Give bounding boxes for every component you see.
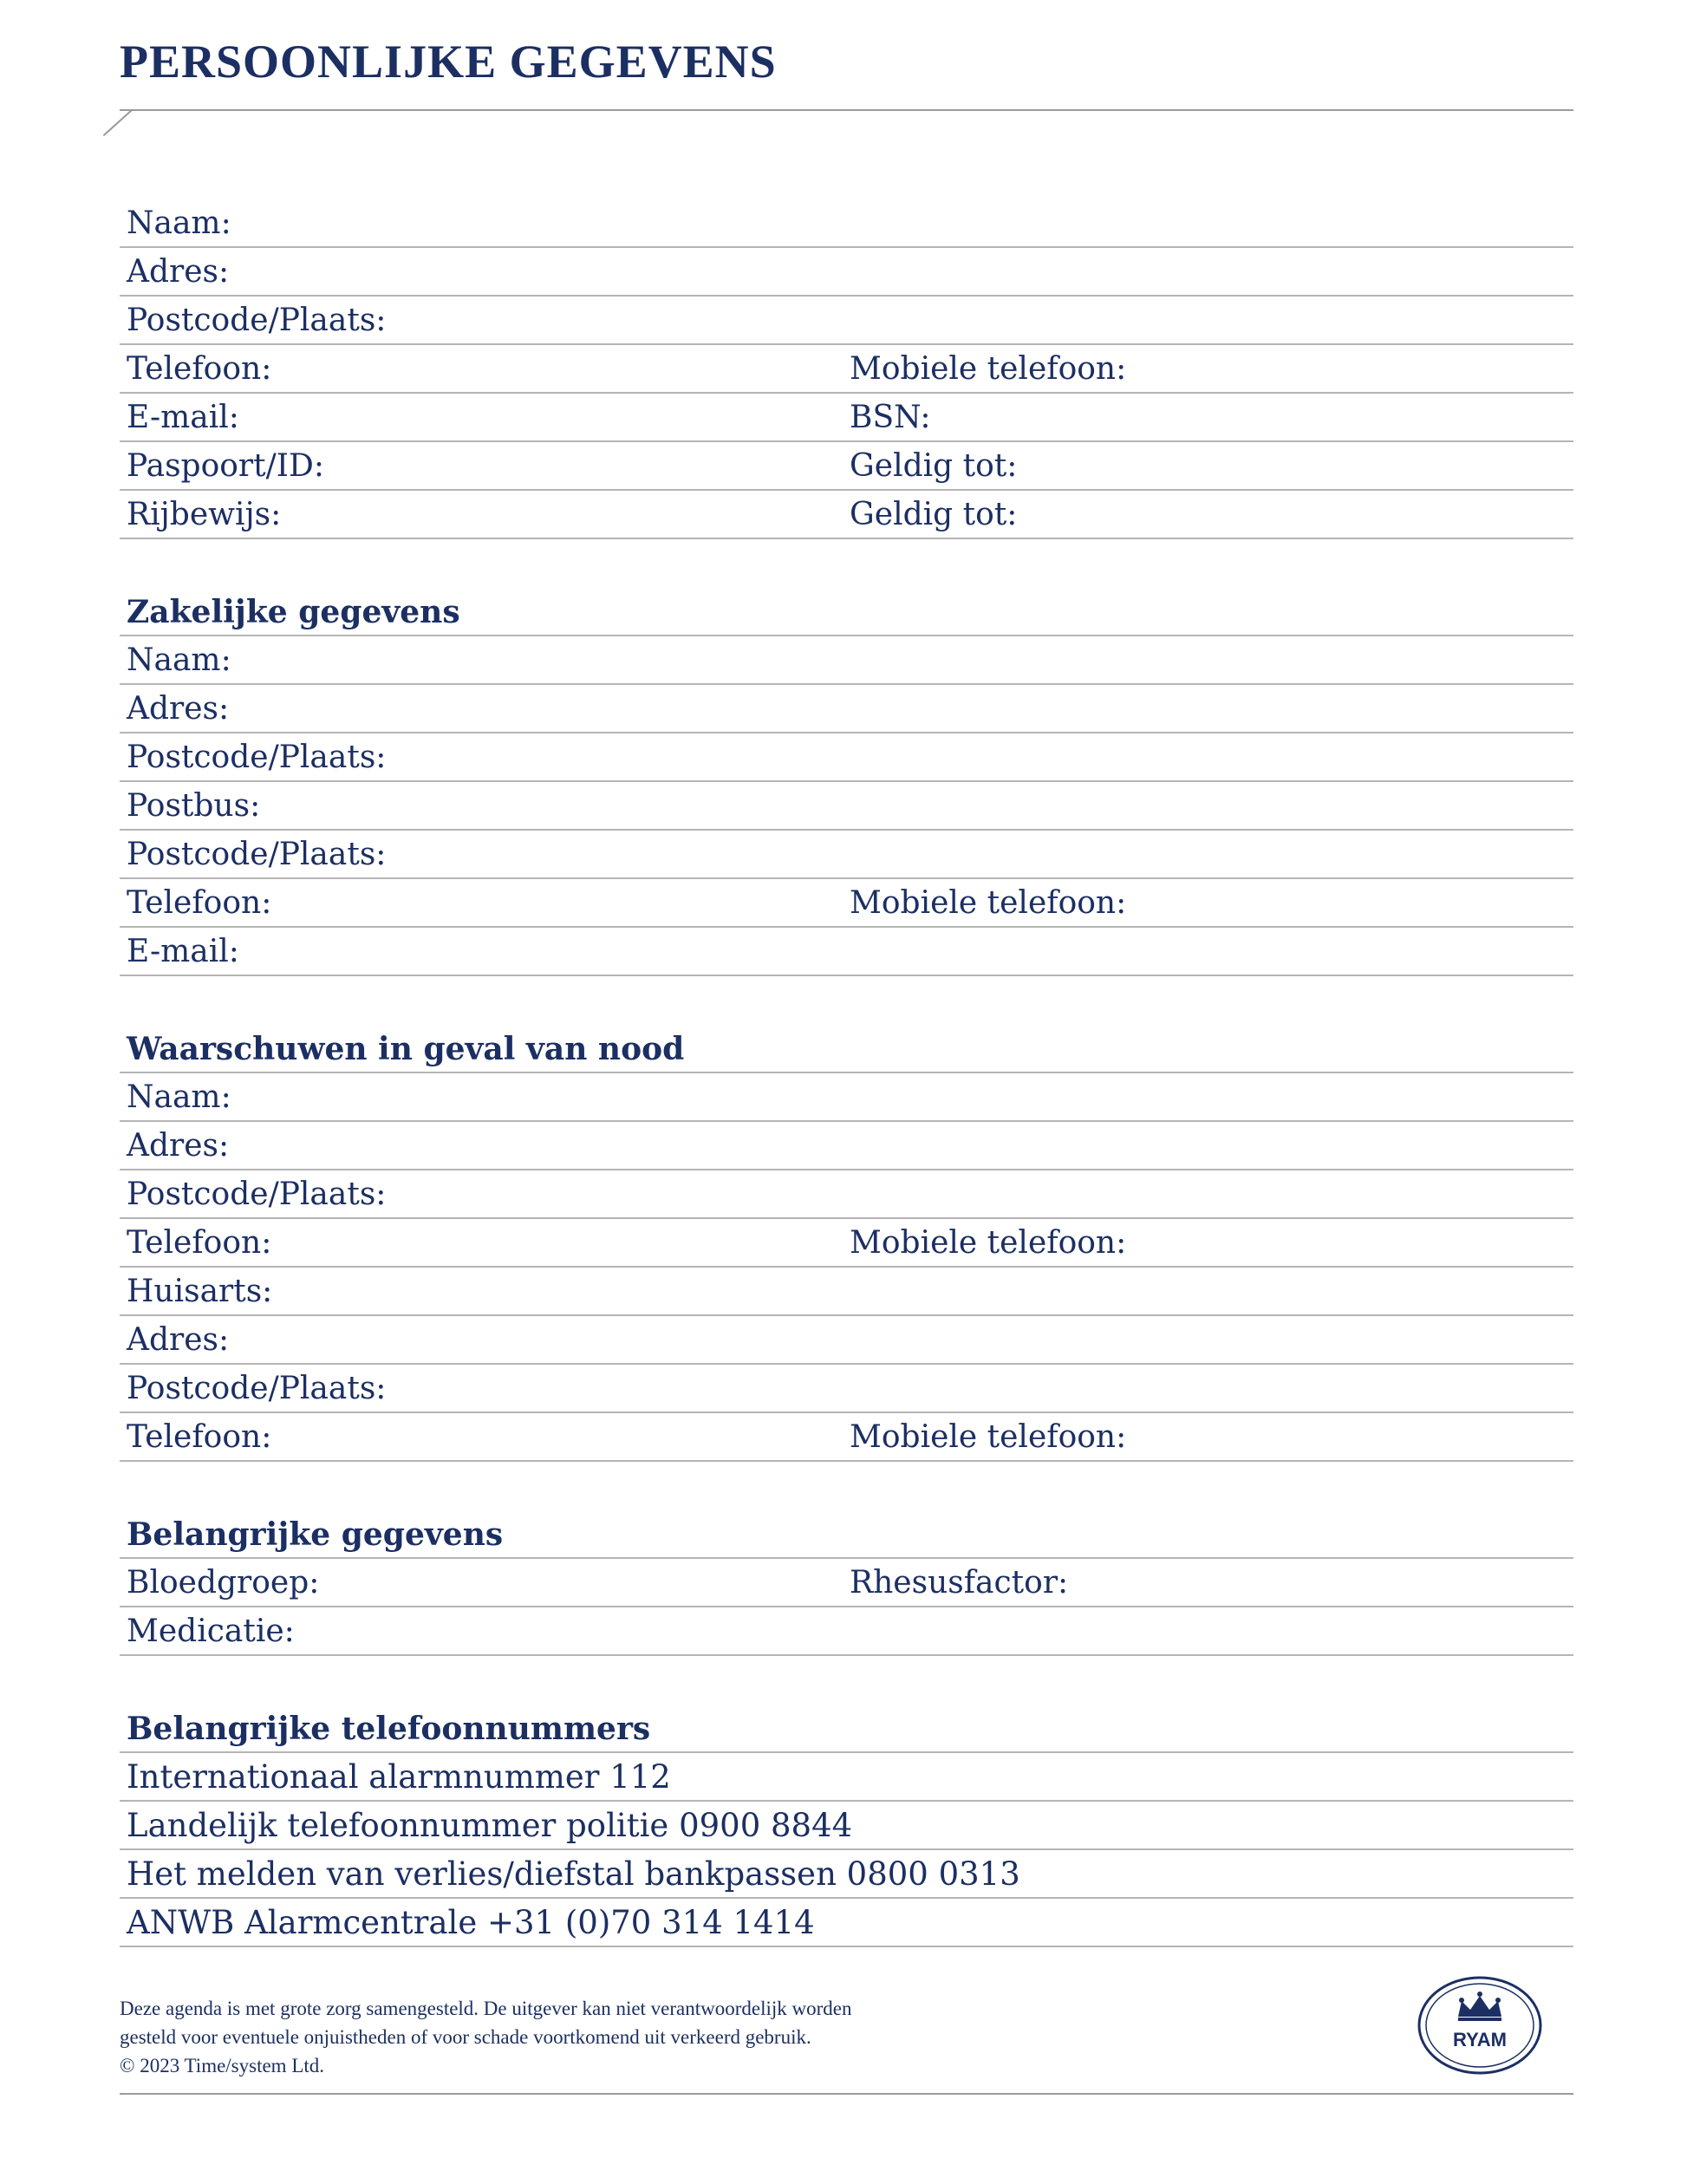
field-row-adres[interactable]	[120, 248, 1573, 297]
crown-icon	[1458, 1992, 1501, 2021]
section-heading-business	[120, 588, 1573, 636]
field-row[interactable]	[120, 636, 1573, 685]
field-row-paspoort[interactable]	[120, 442, 1573, 491]
field-row-telefoon[interactable]	[120, 345, 1573, 394]
field-row[interactable]	[120, 1316, 1573, 1365]
section-title: Zakelijke gegevens	[127, 594, 460, 630]
field-row[interactable]	[120, 1413, 1573, 1462]
field-row[interactable]	[120, 685, 1573, 733]
field-label: E-mail:	[127, 934, 239, 969]
field-label: Rijbewijs:	[127, 497, 282, 532]
field-label-right: Mobiele telefoon:	[850, 1225, 1127, 1261]
field-label: Telefoon:	[127, 885, 272, 921]
field-row-naam[interactable]	[120, 199, 1573, 248]
field-label: Adres:	[127, 1128, 230, 1164]
field-label: Naam:	[127, 642, 231, 678]
field-label-right: Mobiele telefoon:	[850, 885, 1127, 921]
field-label-right: Mobiele telefoon:	[850, 351, 1127, 387]
field-row-rijbewijs[interactable]	[120, 491, 1573, 539]
field-row[interactable]	[120, 1559, 1573, 1607]
field-label: Telefoon:	[127, 1225, 272, 1261]
field-label: Huisarts:	[127, 1274, 273, 1309]
field-row[interactable]	[120, 1365, 1573, 1413]
logo-text: RYAM	[1453, 2029, 1507, 2050]
section-title: Belangrijke telefoonnummers	[127, 1711, 651, 1747]
phone-number-row	[120, 1850, 1573, 1899]
section-heading-emergency	[120, 1025, 1573, 1073]
disclaimer	[120, 1994, 1160, 2080]
field-label: Postcode/Plaats:	[127, 303, 387, 338]
section-heading-phone-numbers	[120, 1705, 1573, 1753]
field-label: Postcode/Plaats:	[127, 740, 387, 775]
field-row[interactable]	[120, 831, 1573, 879]
field-label-right: Rhesusfactor:	[850, 1565, 1069, 1601]
phone-number-row	[120, 1753, 1573, 1802]
field-label: Postcode/Plaats:	[127, 837, 387, 872]
field-row-postcode[interactable]	[120, 297, 1573, 345]
field-label: Postcode/Plaats:	[127, 1177, 387, 1212]
form	[120, 199, 1573, 1947]
field-label-right: Mobiele telefoon:	[850, 1419, 1127, 1455]
field-row[interactable]	[120, 928, 1573, 976]
field-label: Adres:	[127, 691, 230, 727]
field-row-email[interactable]	[120, 394, 1573, 442]
disclaimer-line: gesteld voor eventuele onjuistheden of voor schade voortkomend uit verkeerd gebruik.	[120, 2026, 811, 2048]
footer-rule	[120, 2093, 1573, 2095]
field-row[interactable]	[120, 879, 1573, 928]
field-row[interactable]	[120, 782, 1573, 831]
field-label: Adres:	[127, 1322, 230, 1358]
field-row[interactable]	[120, 1170, 1573, 1219]
field-label: Telefoon:	[127, 351, 272, 387]
phone-number-text: Landelijk telefoonnummer politie 0900 8844	[127, 1807, 853, 1844]
phone-number-row	[120, 1899, 1573, 1947]
logo	[1417, 1975, 1543, 2076]
field-label: Postbus:	[127, 788, 261, 824]
phone-number-text: ANWB Alarmcentrale +31 (0)70 314 1414	[127, 1904, 815, 1941]
section-title: Belangrijke gegevens	[127, 1516, 504, 1553]
copyright-line: © 2023 Time/system Ltd.	[120, 2055, 325, 2076]
field-row[interactable]	[120, 1219, 1573, 1268]
field-label-right: Geldig tot:	[850, 448, 1018, 484]
field-label: Naam:	[127, 205, 231, 241]
field-label: Postcode/Plaats:	[127, 1371, 387, 1406]
header-slash	[103, 109, 133, 136]
field-label: Naam:	[127, 1079, 231, 1115]
disclaimer-line: Deze agenda is met grote zorg samengesteld. De uitgever kan niet verantwoordelijk worden	[120, 1998, 852, 2019]
field-row[interactable]	[120, 1607, 1573, 1656]
phone-number-text: Het melden van verlies/diefstal bankpassen 0800 0313	[127, 1855, 1020, 1893]
field-row[interactable]	[120, 1122, 1573, 1170]
field-row[interactable]	[120, 733, 1573, 782]
field-label: Adres:	[127, 254, 230, 290]
section-heading-important	[120, 1510, 1573, 1559]
page-title: PERSOONLIJKE GEGEVENS	[120, 36, 777, 88]
field-label: Telefoon:	[127, 1419, 272, 1455]
field-label: Bloedgroep:	[127, 1565, 320, 1601]
field-label: E-mail:	[127, 400, 239, 435]
phone-number-text: Internationaal alarmnummer 112	[127, 1758, 671, 1796]
field-label-right: BSN:	[850, 400, 931, 435]
field-row[interactable]	[120, 1268, 1573, 1316]
phone-number-row	[120, 1802, 1573, 1850]
section-title: Waarschuwen in geval van nood	[127, 1031, 685, 1067]
field-row[interactable]	[120, 1073, 1573, 1122]
field-label: Paspoort/ID:	[127, 448, 324, 484]
field-label-right: Geldig tot:	[850, 497, 1018, 532]
header-rule	[120, 109, 1573, 111]
field-label: Medicatie:	[127, 1614, 295, 1649]
